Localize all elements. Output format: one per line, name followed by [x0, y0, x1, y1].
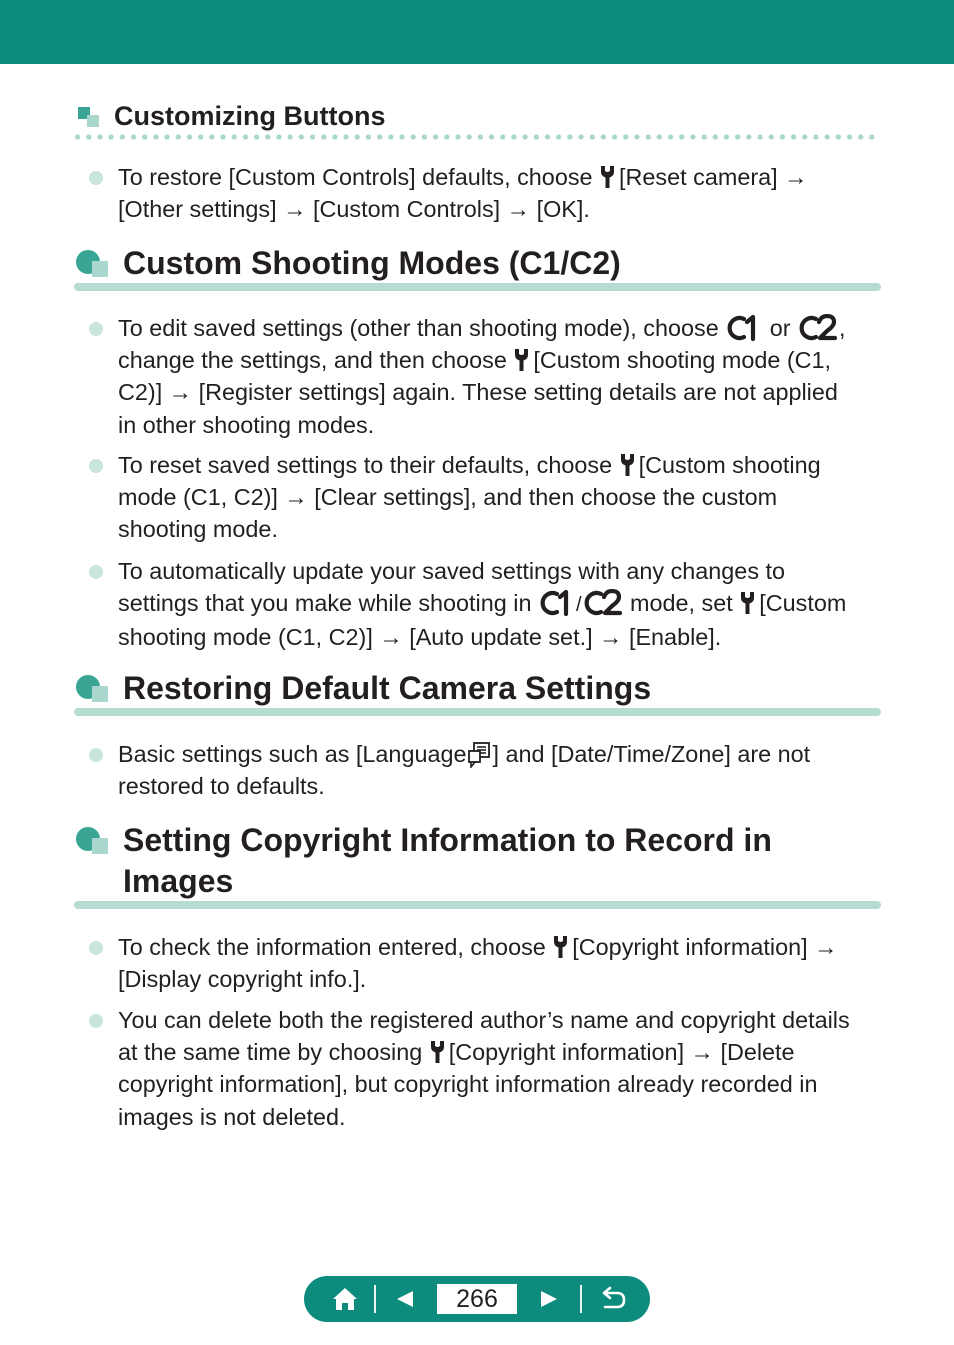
home-button[interactable]	[318, 1276, 372, 1322]
wrench-icon	[599, 165, 616, 189]
bullet-dot	[89, 565, 103, 579]
dotted-divider	[72, 134, 880, 140]
wrench-icon	[619, 453, 636, 477]
bullet-dot	[89, 748, 103, 762]
wrench-icon	[552, 935, 569, 959]
section-title: Custom Shooting Modes (C1/C2)	[123, 245, 621, 281]
bullet-dot	[89, 1014, 103, 1028]
section-rule	[74, 283, 881, 291]
page-number: 266	[437, 1284, 517, 1314]
next-page-icon	[539, 1289, 559, 1309]
c2-mode-icon	[582, 589, 624, 617]
c2-mode-icon	[797, 314, 839, 342]
prev-page-button[interactable]	[380, 1276, 430, 1322]
return-button[interactable]	[586, 1276, 640, 1322]
section-rule	[74, 708, 881, 716]
section-icon	[76, 250, 110, 278]
c1-mode-icon	[725, 314, 763, 342]
subsection-square-icon	[78, 107, 100, 129]
home-icon	[331, 1286, 359, 1312]
section-title: Restoring Default Camera Settings	[123, 670, 652, 706]
prev-page-icon	[395, 1289, 415, 1309]
wrench-icon	[739, 591, 756, 615]
bullet-dot	[89, 171, 103, 185]
bullet-dot	[89, 941, 103, 955]
next-page-button[interactable]	[524, 1276, 574, 1322]
section-title-line1: Setting Copyright Information to Record in	[123, 822, 772, 858]
bullet-dot	[89, 459, 103, 473]
bullet-dot	[89, 322, 103, 336]
return-icon	[599, 1286, 627, 1312]
top-header-bar	[0, 0, 954, 64]
section-rule	[74, 901, 881, 909]
wrench-icon	[513, 348, 530, 372]
section-icon	[76, 827, 110, 855]
nav-separator	[580, 1285, 582, 1313]
language-icon	[467, 742, 491, 768]
section-title-line2: Images	[123, 863, 234, 899]
wrench-icon	[429, 1040, 446, 1064]
subsection-title: Customizing Buttons	[114, 101, 386, 131]
c1-mode-icon	[538, 589, 576, 617]
nav-separator	[374, 1285, 376, 1313]
page-navigation-bar	[304, 1276, 650, 1322]
section-icon	[76, 675, 110, 703]
